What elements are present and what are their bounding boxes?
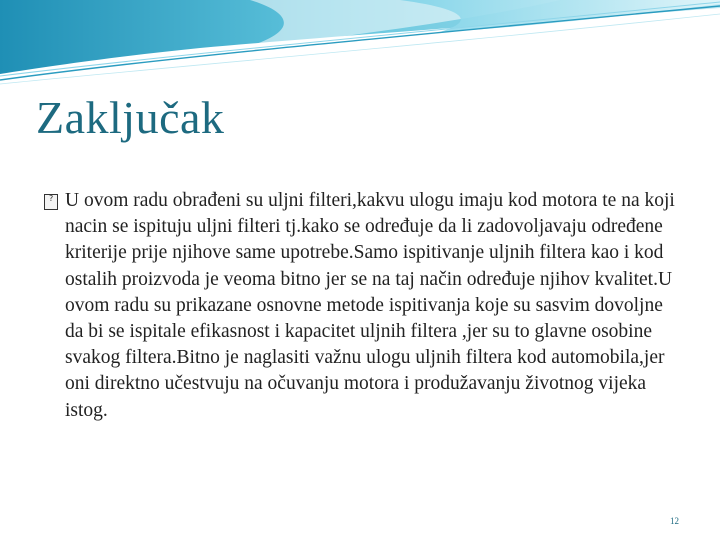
header-wave-decoration [0, 0, 720, 90]
bullet-paragraph [44, 188, 684, 424]
body-text-area [44, 188, 684, 424]
page-number: 12 [670, 516, 679, 526]
bullet-paragraph-text: U ovom radu obrađeni su uljni filteri,kakvu ulogu imaju kod motora te na koji nacin se ispituju uljni filteri tj.kako se određuje da li zadovoljavaju određene kriterije prije njihove same upotrebe.Samo ispitivanje uljnih filtera kao i kod ostalih proizvoda je veoma bitno jer se na taj način određuje njihov kvalitet.U ovom radu su prikazane osnovne metode ispitivanja koje su sasvim dovoljne da bi se ispitale efikasnost i kapacitet uljnih filtera ,jer su to glavne osobine svakog filtera.Bitno je naglasiti važnu ulogu uljnih filtera kod automobila,jer oni direktno učestvuju na očuvanju motora i produžavanju životnog vijeka istog. [65, 190, 675, 421]
missing-glyph-bullet-icon: ? [44, 194, 58, 210]
slide-title: Zaključak [36, 92, 225, 143]
